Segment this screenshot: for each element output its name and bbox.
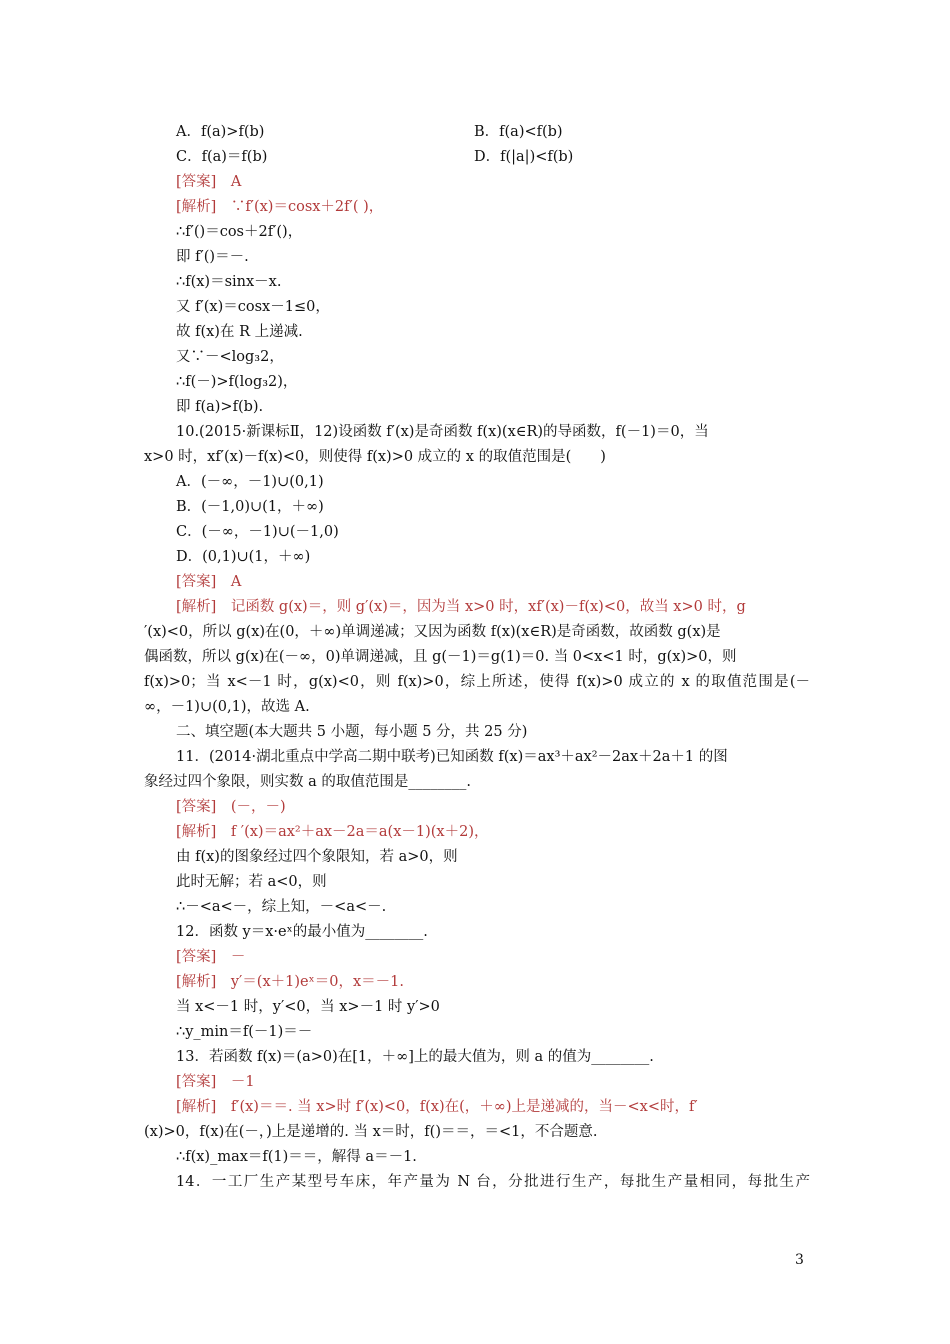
text-line: [答案] (－，－) [176,799,286,815]
text-line: 即 f′()＝－. [176,249,249,265]
text-line: [答案] A [176,574,242,590]
text-line: D．f(|a|)<f(b) [474,149,574,165]
text-line: 10.(2015·新课标Ⅱ，12)设函数 f′(x)是奇函数 f(x)(x∈R)的导函数，f(－1)＝0，当 [176,424,709,440]
text-line: 二、填空题(本大题共 5 小题，每小题 5 分，共 25 分) [176,724,528,740]
text-line: 13．若函数 f(x)＝(a>0)在[1，＋∞]上的最大值为，则 a 的值为________. [176,1049,654,1065]
text-line: [解析] 记函数 g(x)＝，则 g′(x)＝，因为当 x>0 时，xf′(x)－f(x)<0，故当 x>0 时，g [176,599,746,615]
text-line: A．(－∞，－1)∪(0,1) [176,474,324,490]
text-line: 又∵－<log₃2， [176,349,284,365]
text-line: B．(－1,0)∪(1，＋∞) [176,499,324,515]
page-number: 3 [795,1252,804,1268]
text-line: [解析] f ′(x)＝ax²＋ax－2a＝a(x－1)(x＋2)， [176,824,489,840]
text-line: 故 f(x)在 R 上递减. [176,324,303,340]
text-line: 由 f(x)的图象经过四个象限知，若 a>0，则 [176,849,458,865]
text-line: x>0 时，xf′(x)－f(x)<0，则使得 f(x)>0 成立的 x 的取值范围是( ) [144,449,606,465]
text-line: ∴－<a<－，综上知，－<a<－. [176,899,387,915]
text-line: 当 x<－1 时，y′<0，当 x>－1 时 y′>0 [176,999,440,1015]
text-line: B．f(a)<f(b) [474,124,563,140]
text-line: A．f(a)>f(b) [176,124,265,140]
text-line: C．(－∞，－1)∪(－1,0) [176,524,339,540]
text-line: ′(x)<0，所以 g(x)在(0，＋∞)单调递减；又因为函数 f(x)(x∈R)是奇函数，故函数 g(x)是 [144,624,721,640]
text-line: 11．(2014·湖北重点中学高二期中联考)已知函数 f(x)＝ax³＋ax²－2ax＋2a＋1 的图 [176,749,728,765]
text-line: 此时无解；若 a<0，则 [176,874,327,890]
text-line: [答案] － [176,949,246,965]
text-line: [解析] ∵f′(x)＝cosx＋2f′( )， [176,199,384,215]
text-line: (x)>0，f(x)在(－，)上是递增的. 当 x＝时，f()＝＝，＝<1，不合题意. [144,1124,598,1140]
text-line: [解析] f′(x)＝＝. 当 x>时 f′(x)<0，f(x)在(，＋∞)上是递减的，当－<x<时，f′ [176,1099,698,1115]
text-line: 象经过四个象限，则实数 a 的取值范围是________. [144,774,471,790]
text-line: ∴f(x)＝sinx－x. [176,274,282,290]
text-line: [答案] －1 [176,1074,255,1090]
text-line: ∴f(－)>f(log₃2)， [176,374,298,390]
text-line: [解析] y′＝(x＋1)eˣ＝0，x＝－1. [176,974,404,990]
text-line: ∞，－1)∪(0,1)，故选 A. [144,699,310,715]
text-line: 12．函数 y＝x·eˣ的最小值为________. [176,924,428,940]
text-line: C．f(a)＝f(b) [176,149,268,165]
text-line: f(x)>0；当 x<－1 时，g(x)<0，则 f(x)>0，综上所述，使得 f(x)>0 成立的 x 的取值范围是(－ [144,674,810,690]
text-line: 又 f′(x)＝cosx－1≤0， [176,299,330,315]
text-line: [答案] A [176,174,242,190]
text-line: ∴f′()＝cos＋2f′()， [176,224,303,240]
text-line: D．(0,1)∪(1，＋∞) [176,549,311,565]
text-line: 即 f(a)>f(b). [176,399,264,415]
text-line: 偶函数，所以 g(x)在(－∞，0)单调递减，且 g(－1)＝g(1)＝0. 当 0<x<1 时，g(x)>0，则 [144,649,737,665]
text-line: ∴f(x)_max＝f(1)＝＝，解得 a＝－1. [176,1149,417,1165]
text-line: ∴y_min＝f(－1)＝－ [176,1024,313,1040]
text-line: 14．一工厂生产某型号车床，年产量为 N 台，分批进行生产，每批生产量相同，每批生产 [176,1174,810,1190]
